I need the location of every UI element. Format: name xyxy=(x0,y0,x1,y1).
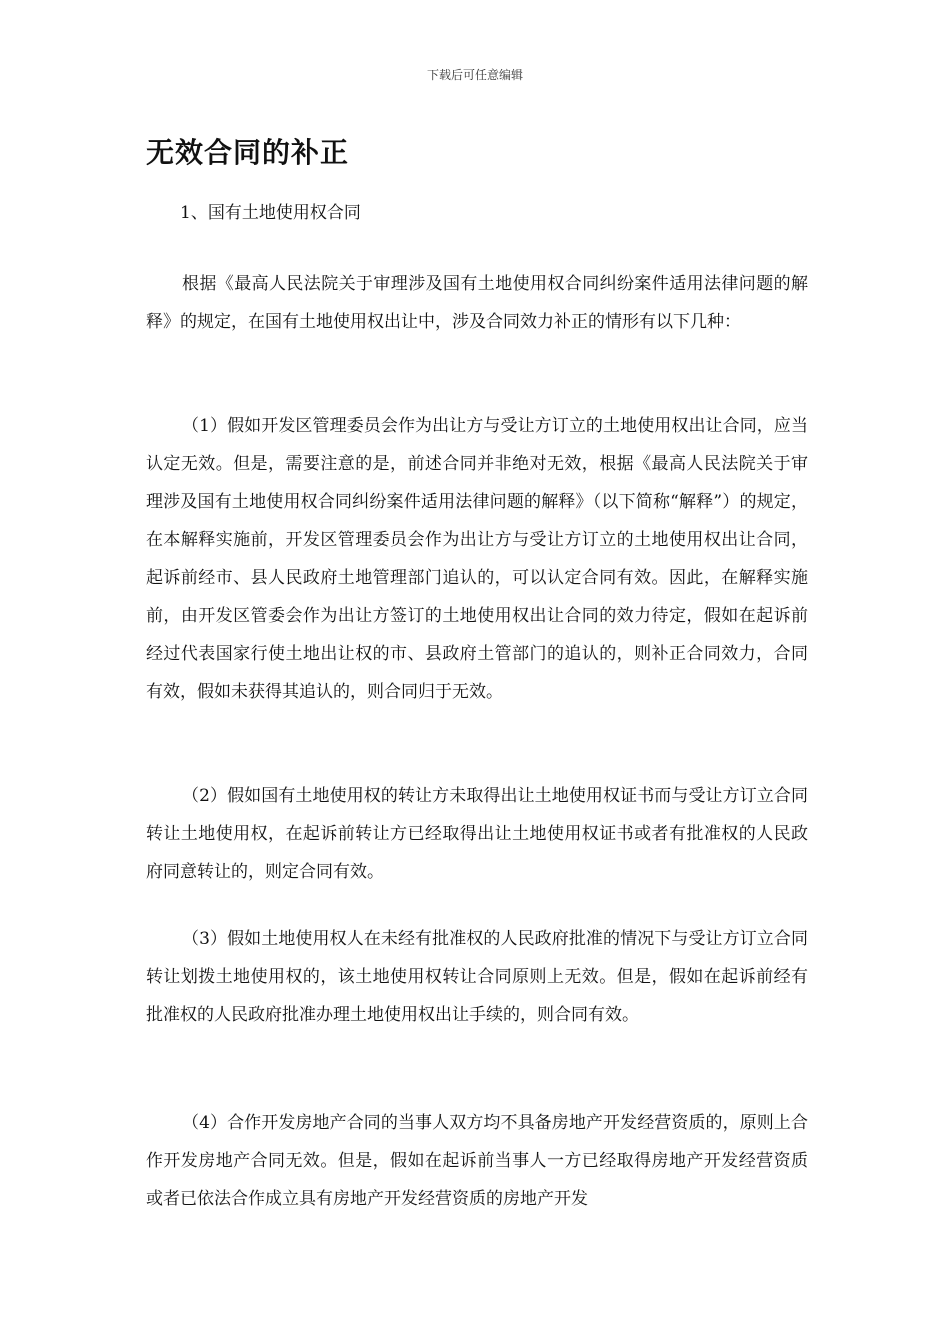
section-heading: 1、国有土地使用权合同 xyxy=(180,203,361,223)
header-note: 下载后可任意编辑 xyxy=(426,68,523,82)
paragraph-item-2: （2）假如国有土地使用权的转让方未取得出让土地使用权证书而与受让方订立合同转让土地使用权，在起诉前转让方已经取得出让土地使用权证书或者有批准权的人民政府同意转让的，则定合同有效。 xyxy=(146,786,808,882)
paragraph-item-1: （1）假如开发区管理委员会作为出让方与受让方订立的土地使用权出让合同，应当认定无效。但是，需要注意的是，前述合同并非绝对无效，根据《最高人民法院关于审理涉及国有土地使用权合同纠纷案件适用法律问题的解释》（以下简称“解释”）的规定，在本解释实施前，开发区管理委员会作为出让方与受让方订立的土地使用权出让合同，起诉前经市、县人民政府土地管理部门追认的，可以认定合同有效。因此，在解释实施前，由开发区管委会作为出让方签订的土地使用权出让合同的效力待定，假如在起诉前经过代表国家行使土地出让权的市、县政府土管部门的追认的，则补正合同效力，合同有效，假如未获得其追认的，则合同归于无效。 xyxy=(146,416,808,702)
paragraph-item-4: （4）合作开发房地产合同的当事人双方均不具备房地产开发经营资质的，原则上合作开发房地产合同无效。但是，假如在起诉前当事人一方已经取得房地产开发经营资质或者已依法合作成立具有房地产开发经营资质的房地产开发 xyxy=(146,1113,808,1209)
paragraph-intro: 根据《最高人民法院关于审理涉及国有土地使用权合同纠纷案件适用法律问题的解释》的规定，在国有土地使用权出让中，涉及合同效力补正的情形有以下几种： xyxy=(146,274,808,332)
paragraph-item-3: （3）假如土地使用权人在未经有批准权的人民政府批准的情况下与受让方订立合同转让划拨土地使用权的，该土地使用权转让合同原则上无效。但是，假如在起诉前经有批准权的人民政府批准办理土地使用权出让手续的，则合同有效。 xyxy=(146,929,808,1025)
document-title: 无效合同的补正 xyxy=(146,136,350,169)
